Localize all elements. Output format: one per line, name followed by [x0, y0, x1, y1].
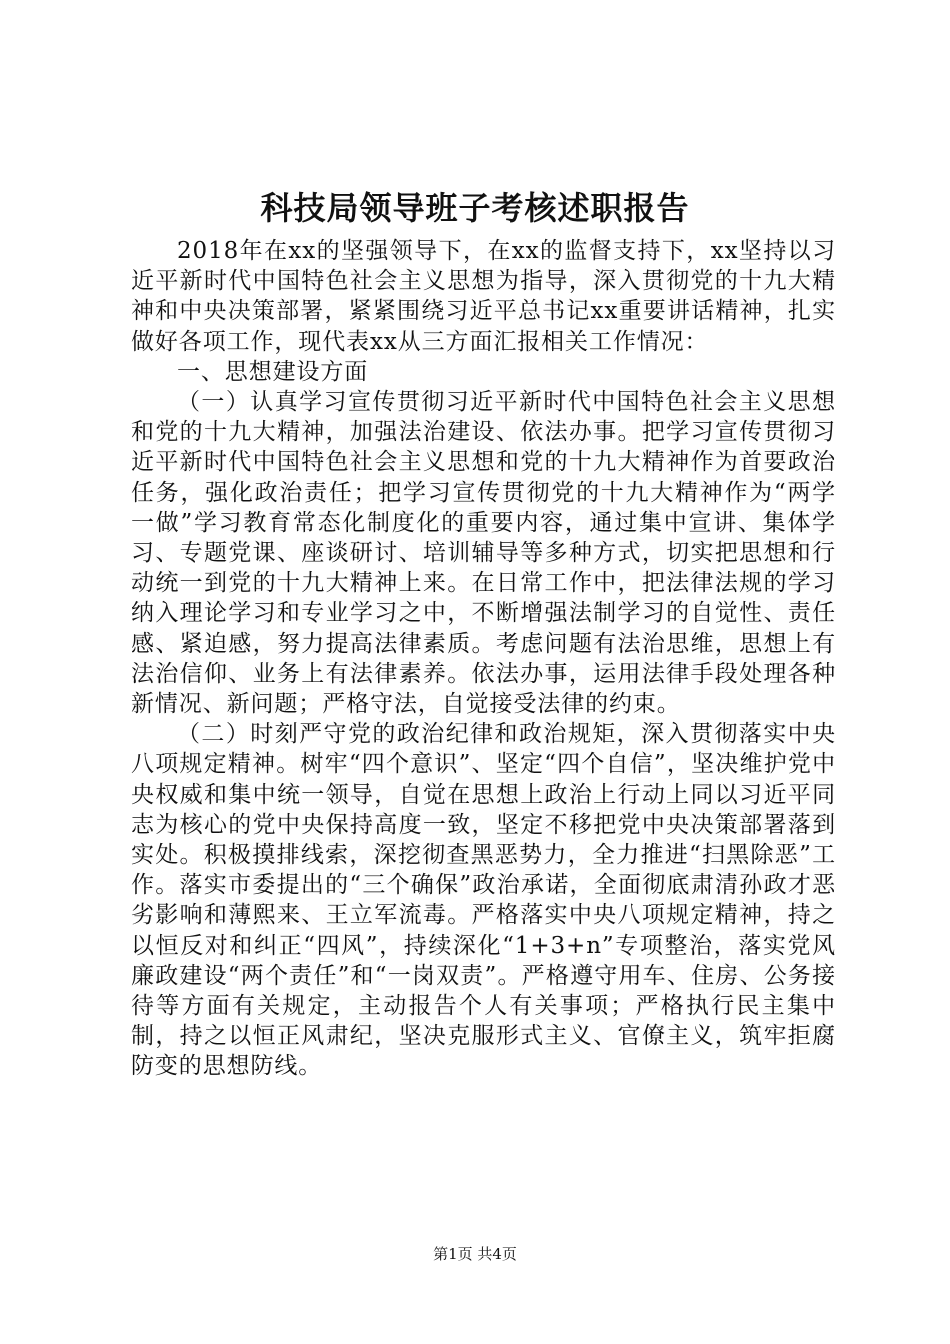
intro-paragraph: 2018年在xx的坚强领导下，在xx的监督支持下，xx坚持以习近平新时代中国特色社会主义思想为指导，深入贯彻党的十九大精神和中央决策部署，紧紧围绕习近平总书记xx重要讲话精神，扎实做好各项工作，现代表xx从三方面汇报相关工作情况： — [131, 238, 836, 355]
document-title: 科技局领导班子考核述职报告 — [260, 189, 690, 227]
body-paragraph: （一）认真学习宣传贯彻习近平新时代中国特色社会主义思想和党的十九大精神，加强法治建设、依法办事。把学习宣传贯彻习近平新时代中国特色社会主义思想和党的十九大精神作为首要政治任务，强化政治责任；把学习宣传贯彻党的十九大精神作为“两学一做”学习教育常态化制度化的重要内容，通过集中宣讲、集体学习、专题党课、座谈研讨、培训辅导等多种方式，切实把思想和行动统一到党的十九大精神上来。在日常工作中，把法律法规的学习纳入理论学习和专业学习之中，不断增强法制学习的自觉性、责任感、紧迫感，努力提高法律素质。考虑问题有法治思维，思想上有法治信仰、业务上有法律素养。依法办事，运用法律手段处理各种新情况、新问题；严格守法，自觉接受法律的约束。 — [131, 389, 836, 718]
body-paragraph: （二）时刻严守党的政治纪律和政治规矩，深入贯彻落实中央八项规定精神。树牢“四个意识”、坚定“四个自信”，坚决维护党中央权威和集中统一领导，自觉在思想上政治上行动上同以习近平同志为核心的党中央保持高度一致，坚定不移把党中央决策部署落到实处。积极摸排线索，深挖彻查黑恶势力，全力推进“扫黑除恶”工作。落实市委提出的“三个确保”政治承诺，全面彻底肃清孙政才恶劣影响和薄熙来、王立军流毒。严格落实中央八项规定精神，持之以恒反对和纠正“四风”，持续深化“1+3+n”专项整治，落实党风廉政建设“两个责任”和“一岗双责”。严格遵守用车、住房、公务接待等方面有关规定，主动报告个人有关事项；严格执行民主集中制，持之以恒正风肃纪，坚决克服形式主义、官僚主义，筑牢拒腐防变的思想防线。 — [131, 721, 836, 1080]
page-footer: 第1页 共4页 — [433, 1245, 517, 1263]
document-body — [131, 236, 836, 1082]
section-heading: 一、思想建设方面 — [177, 358, 369, 385]
